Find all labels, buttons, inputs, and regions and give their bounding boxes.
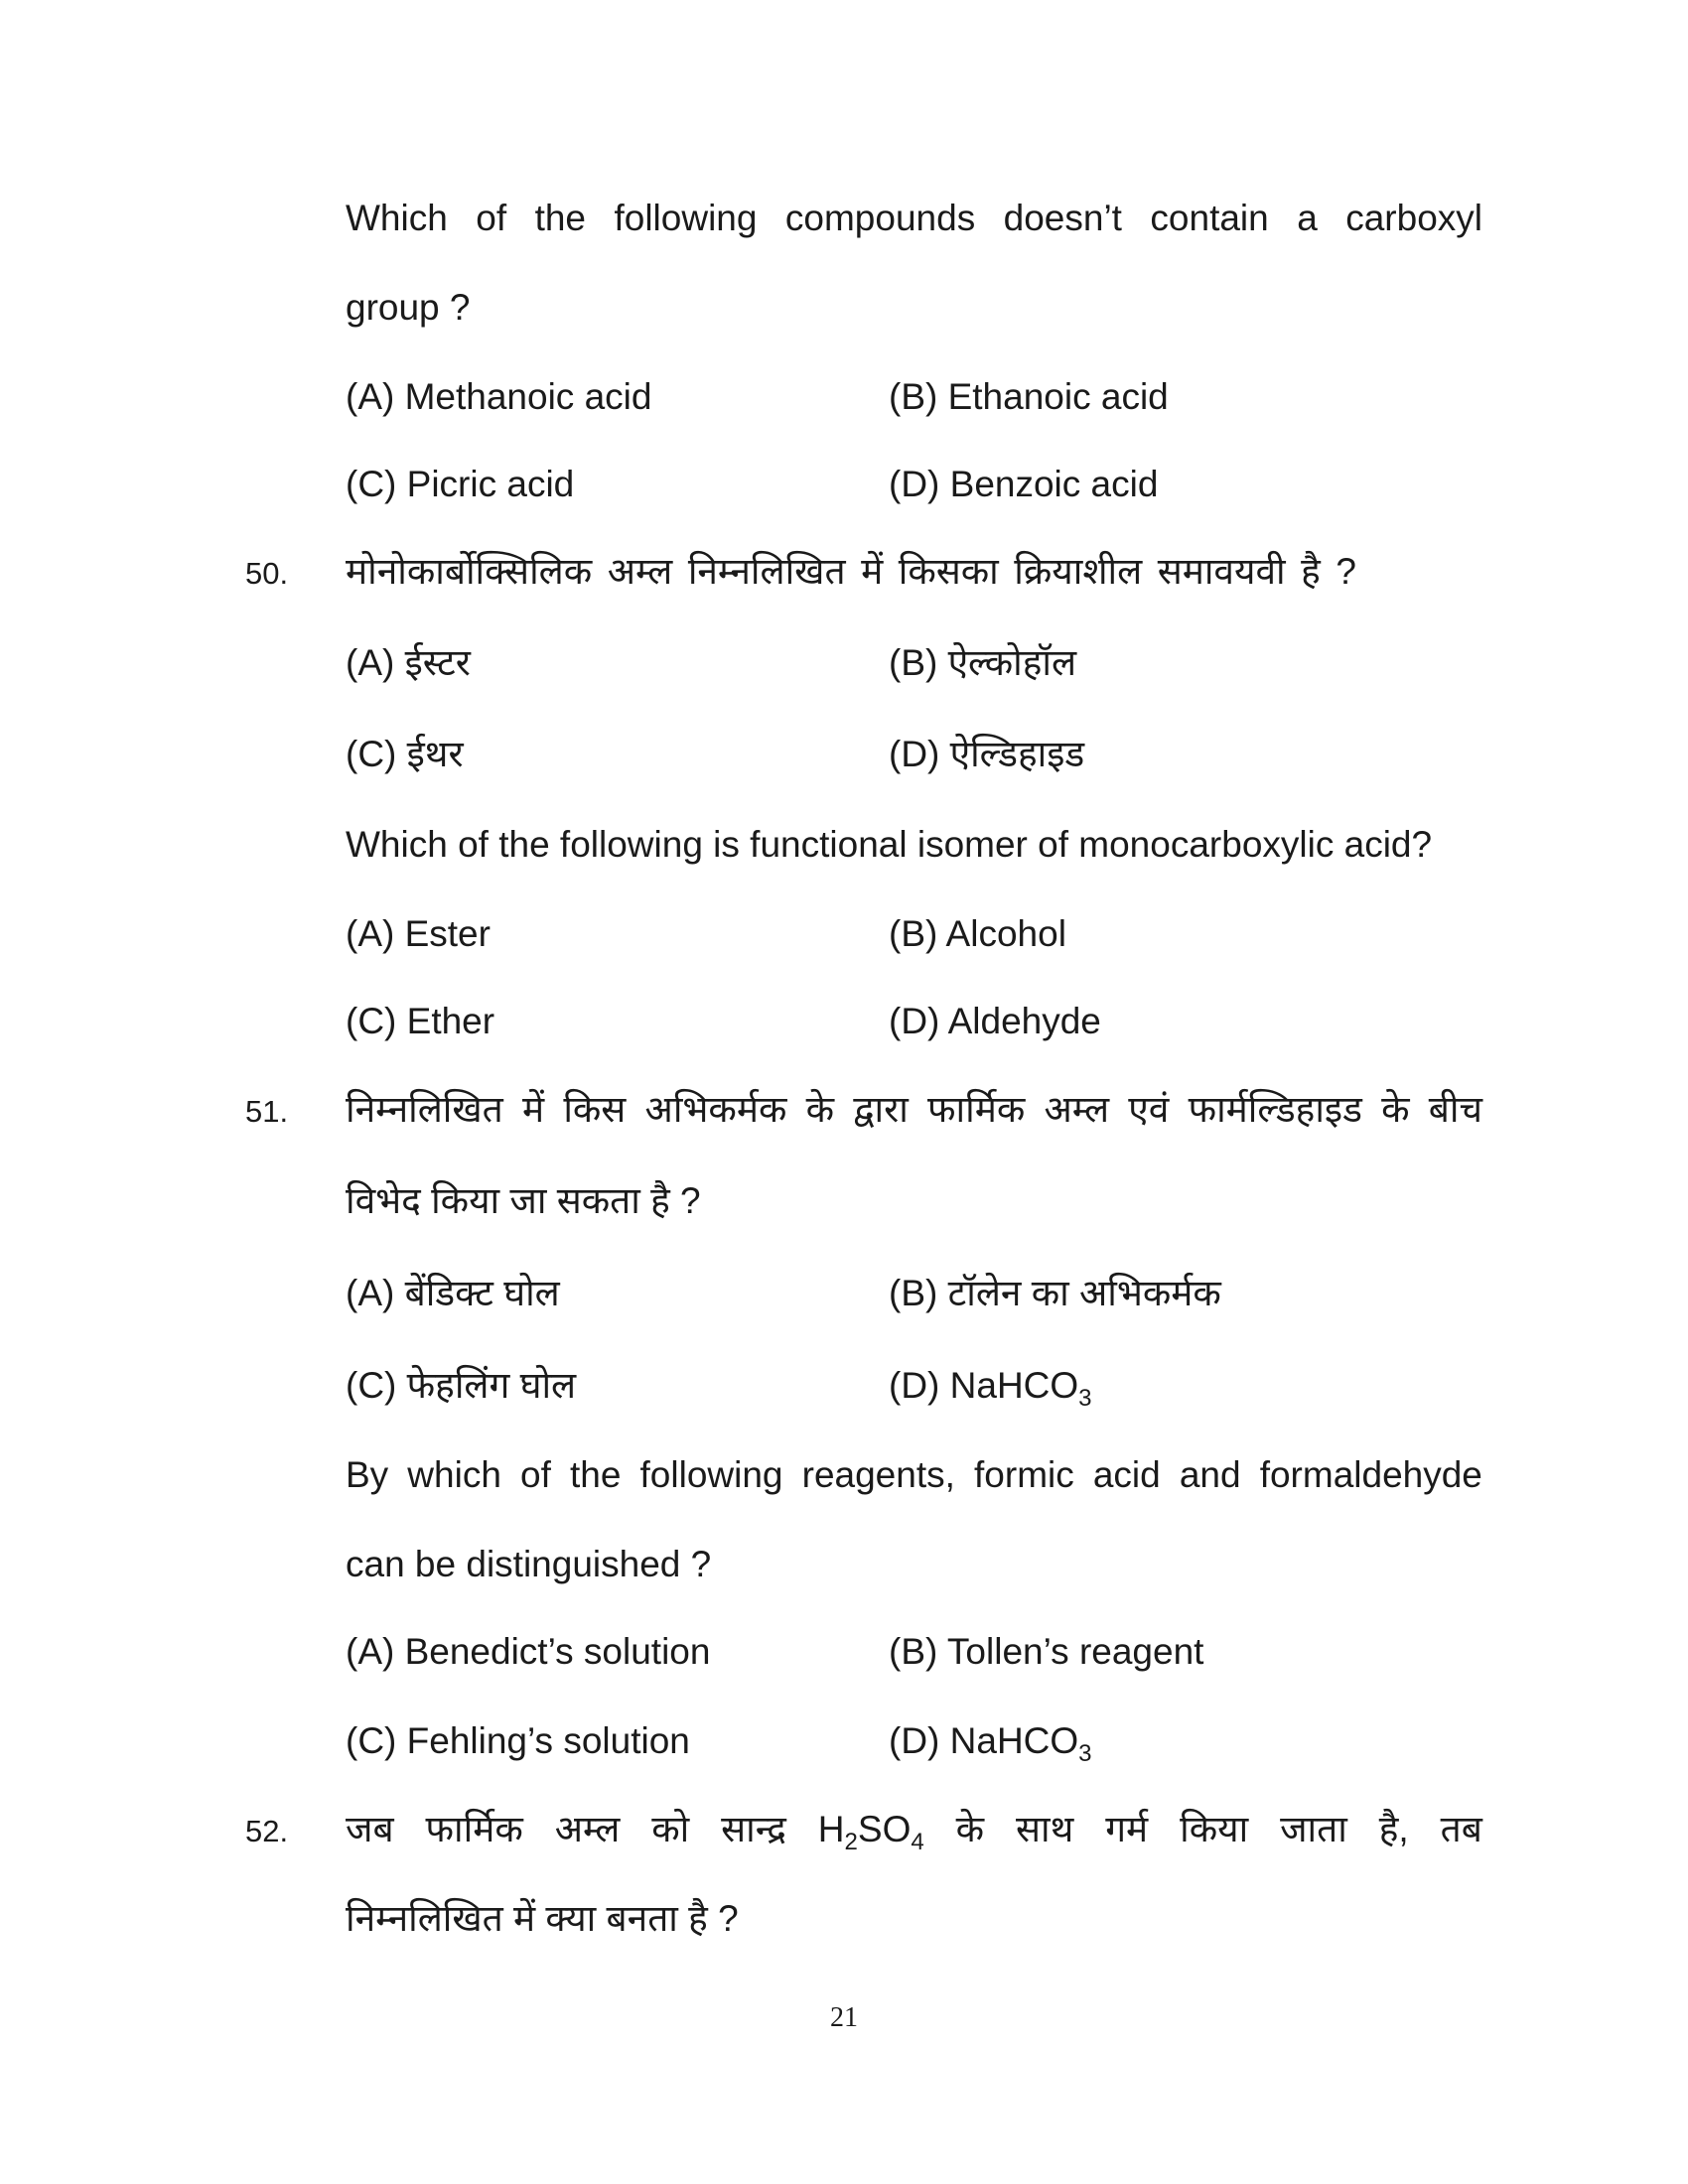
q51-hindi-question-line-2: विभेद किया जा सकता है ? [346,1180,701,1221]
formula-h: H [817,1809,845,1849]
q51-english-word: which [407,1454,501,1495]
q51-hindi-word: फार्मल्डिहाइड [1188,1089,1362,1130]
q52-word: किया [1180,1809,1249,1849]
q52-formula-h2so4 [817,1807,924,1855]
q49-question-line-1 [346,196,1482,241]
q50-english-question: Which of the following is functional isomer of monocarboxylic acid? [346,824,1433,865]
q51-english-word: formic [974,1454,1074,1495]
q52-word: को [651,1809,690,1849]
q51-english-word: of [520,1454,551,1495]
q51-hindi-word: किस [563,1089,627,1130]
q49-word: a [1297,198,1318,238]
q50-hindi-question [346,549,1356,595]
q50-hindi-word: मोनोकार्बोक्सिलिक [346,551,593,592]
q51-hindi-word: एवं [1128,1089,1170,1130]
q51-english-word: formaldehyde [1259,1454,1482,1495]
q51-hindi-word: के [805,1089,835,1130]
q49-word: the [534,198,587,238]
q52-word: तब [1440,1809,1482,1849]
q51-hindi-option-b: (B) टॉलेन का अभिकर्मक [889,1273,1221,1313]
q52-word: साथ [1016,1809,1074,1849]
formula-subscript-2: 2 [844,1829,858,1855]
q49-question-line-2: group ? [346,287,471,328]
q51-english-option-d-subscript: 3 [1078,1740,1092,1767]
q51-hindi-option-a: (A) बेंडिक्ट घोल [346,1273,560,1313]
q51-hindi-word: में [521,1089,545,1130]
q52-word: फार्मिक [425,1809,523,1849]
q50-english-option-c: (C) Ether [346,1001,495,1041]
q51-english-word: By [346,1454,389,1495]
q49-word: compounds [784,198,976,238]
q50-hindi-word: में [861,551,884,592]
page-number: 21 [830,2002,858,2033]
q51-english-word: acid [1092,1454,1161,1495]
q51-hindi-word: निम्नलिखित [346,1089,503,1130]
q51-english-option-d-text: (D) NaHCO [889,1720,1079,1761]
q51-english-option-a: (A) Benedict’s solution [346,1631,711,1672]
q51-english-word: following [639,1454,783,1495]
q52-word: गर्म [1105,1809,1149,1849]
q50-hindi-word: ? [1336,551,1356,592]
q52-word: है, [1378,1809,1409,1849]
q52-word: जाता [1280,1809,1347,1849]
q51-english-option-c: (C) Fehling’s solution [346,1720,690,1761]
q49-option-b: (B) Ethanoic acid [889,376,1169,417]
q49-word: contain [1150,198,1269,238]
q52-question-line-1 [346,1807,1482,1855]
q51-hindi-word: द्वारा [853,1089,909,1130]
q51-hindi-word: फार्मिक [927,1089,1026,1130]
q52-number: 52. [245,1814,289,1848]
q49-word: of [476,198,507,238]
q50-number: 50. [245,556,289,591]
q50-hindi-word: समावयवी [1157,551,1286,592]
q50-hindi-word: निम्नलिखित [687,551,846,592]
q50-english-option-b: (B) Alcohol [889,913,1066,954]
q51-hindi-word: अभिकर्मक [644,1089,787,1130]
q50-english-option-d: (D) Aldehyde [889,1001,1101,1041]
q49-word: doesn’t [1003,198,1122,238]
q51-english-question-line-1 [346,1452,1482,1498]
q50-hindi-option-a: (A) ईस्टर [346,642,471,683]
q49-option-a: (A) Methanoic acid [346,376,652,417]
q50-hindi-option-b: (B) ऐल्कोहॉल [889,642,1077,683]
q51-english-word: the [569,1454,622,1495]
q49-word: carboxyl [1345,198,1482,238]
q50-hindi-word: किसका [898,551,999,592]
q50-hindi-word: क्रियाशील [1014,551,1143,592]
q51-english-word: reagents, [801,1454,955,1495]
q51-hindi-option-d [889,1363,1092,1412]
q51-hindi-word: के [1381,1089,1410,1130]
q52-word: अम्ल [554,1809,621,1849]
formula-subscript-4: 4 [911,1829,924,1855]
q50-hindi-option-c: (C) ईथर [346,734,464,774]
q51-english-option-b: (B) Tollen’s reagent [889,1631,1204,1672]
q49-option-c: (C) Picric acid [346,464,575,504]
q52-word: जब [346,1809,394,1849]
q52-word: के [955,1809,985,1849]
q50-hindi-option-d: (D) ऐल्डिहाइड [889,734,1085,774]
q52-question-line-2: निम्नलिखित में क्या बनता है ? [346,1898,739,1939]
q50-hindi-word: है [1301,551,1321,592]
q51-hindi-question-line-1 [346,1087,1482,1133]
q51-hindi-option-d-text: (D) NaHCO [889,1365,1079,1406]
q49-word: following [614,198,758,238]
q51-hindi-option-d-subscript: 3 [1078,1385,1092,1412]
q51-hindi-word: बीच [1428,1089,1482,1130]
q51-english-option-d [889,1718,1092,1767]
q51-hindi-word: अम्ल [1044,1089,1110,1130]
q49-word: Which [346,198,448,238]
q49-option-d: (D) Benzoic acid [889,464,1159,504]
q51-english-question-line-2: can be distinguished ? [346,1544,712,1584]
q51-english-word: and [1179,1454,1241,1495]
q50-english-option-a: (A) Ester [346,913,491,954]
q51-number: 51. [245,1094,289,1129]
q51-hindi-option-c: (C) फेहलिंग घोल [346,1365,577,1406]
formula-so: SO [857,1809,912,1849]
q52-word: सान्द्र [721,1809,786,1849]
q50-hindi-word: अम्ल [607,551,673,592]
